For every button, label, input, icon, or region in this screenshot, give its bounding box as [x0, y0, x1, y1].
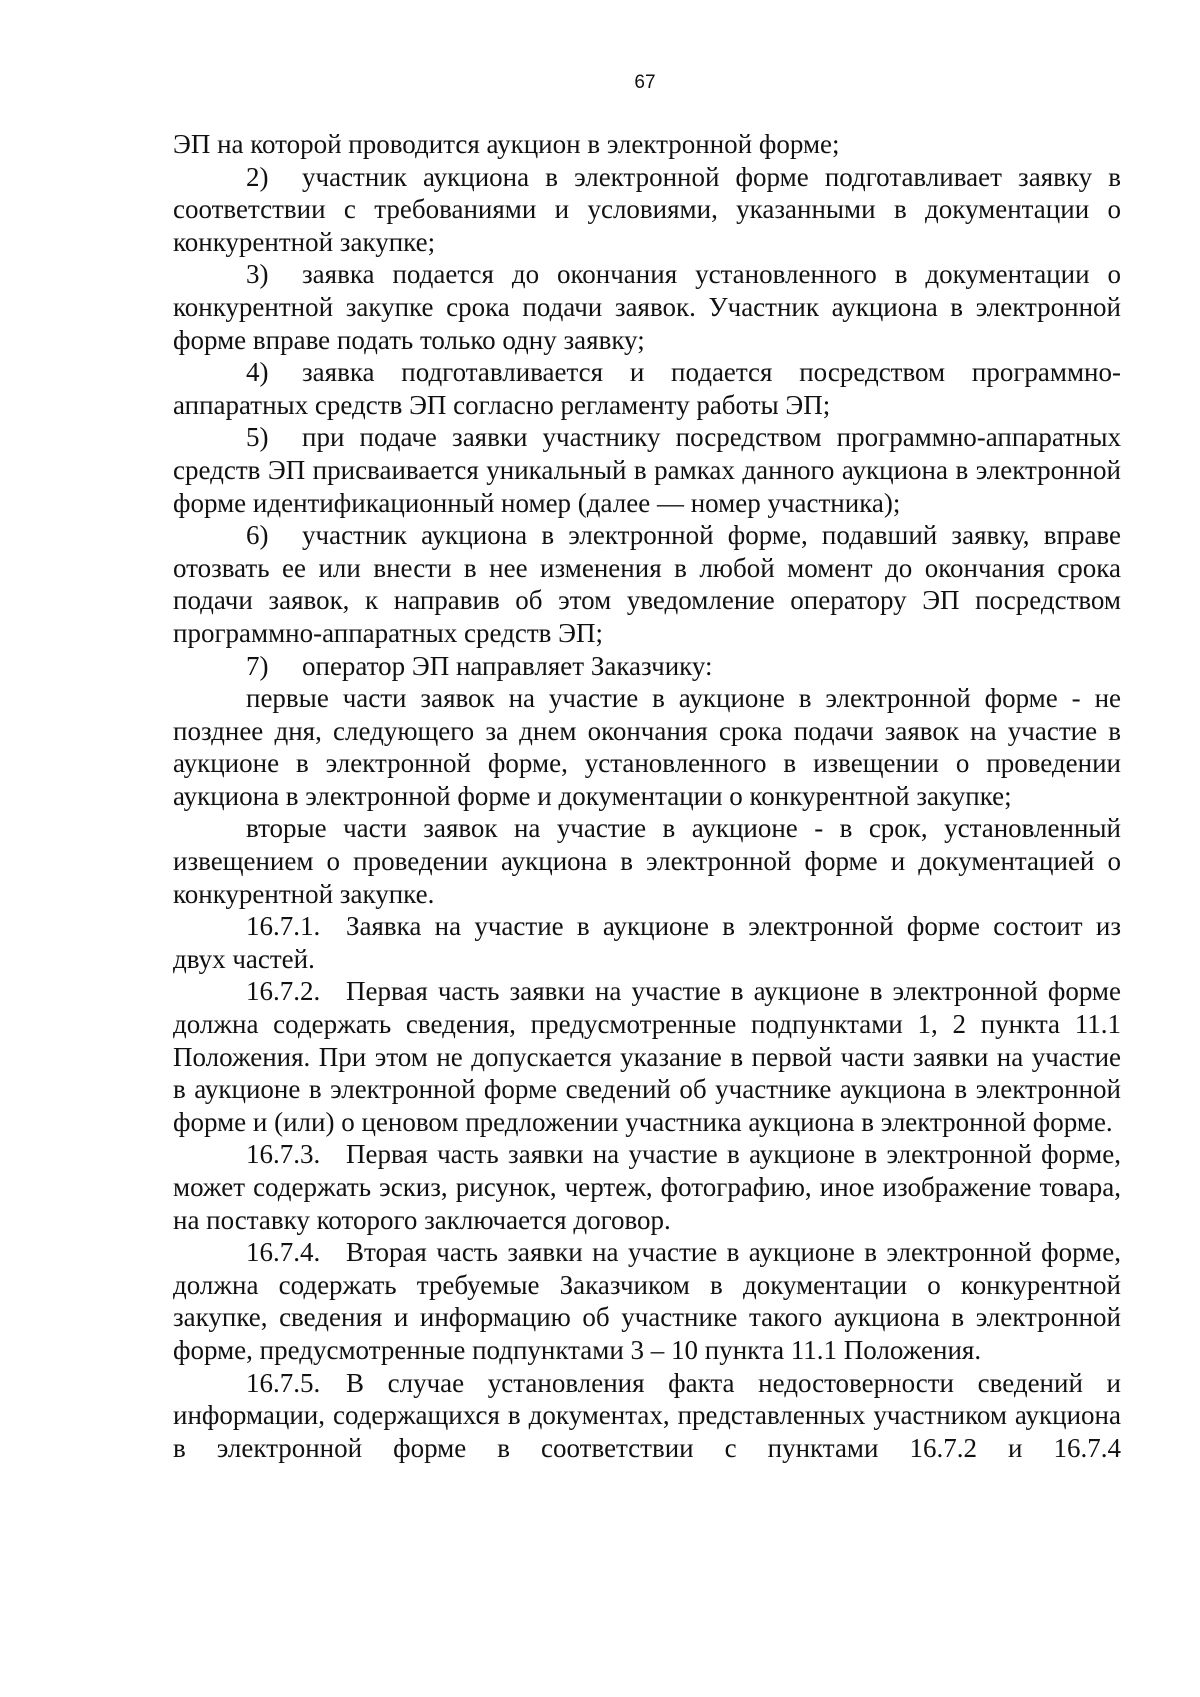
paragraph-text: ЭП на которой проводится аукцион в электронной форме;	[173, 129, 840, 159]
section-clause	[173, 1236, 1121, 1366]
list-item	[173, 258, 1121, 356]
clause-number: 16.7.2.	[246, 976, 321, 1007]
list-item	[173, 650, 1121, 683]
list-item-text: при подаче заявки участнику посредством программно-аппаратных средств ЭП присваивается уникальный в рамках данного аукциона в электронной форме идентификационный номер (далее — номер участника);	[173, 422, 1121, 518]
sub-paragraph	[173, 812, 1121, 910]
clause-number: 16.7.4.	[246, 1237, 321, 1268]
section-clause	[173, 1367, 1121, 1465]
list-item-number: 4)	[246, 357, 269, 388]
clause-text: Вторая часть заявки на участие в аукционе в электронной форме, должна содержать требуемые Заказчиком в документации о конкурентной закупке, сведения и информацию об участнике такого аукциона в электронной форме, предусмотренные подпунктами 3 – 10 пункта 11.1 Положения.	[173, 1237, 1121, 1365]
section-clause	[173, 975, 1121, 1138]
page-number: 67	[634, 72, 656, 93]
clause-text: Первая часть заявки на участие в аукционе в электронной форме должна содержать сведения, предусмотренные подпунктами 1, 2 пункта 11.1 Положения. При этом не допускается указание в первой части заявки на участие в аукционе в электронной форме сведений об участнике аукциона в электронной форме и (или) о ценовом предложении участника аукциона в электронной форме.	[173, 976, 1121, 1137]
paragraph-continuation	[173, 128, 1121, 161]
clause-text: Заявка на участие в аукционе в электронной форме состоит из двух частей.	[173, 911, 1121, 974]
document-body	[173, 128, 1121, 1464]
clause-text: В случае установления факта недостоверности сведений и информации, содержащихся в документах, представленных участником аукциона в электронной форме в соответствии с пунктами 16.7.2 и 16.7.4	[173, 1367, 1121, 1463]
list-item-number: 5)	[246, 422, 269, 453]
section-clause	[173, 910, 1121, 975]
list-item	[173, 421, 1121, 519]
list-item-number: 7)	[246, 650, 269, 681]
list-item	[173, 519, 1121, 649]
section-clause	[173, 1138, 1121, 1236]
list-item-text: участник аукциона в электронной форме подготавливает заявку в соответствии с требованиями и условиями, указанными в документации о конкурентной закупке;	[173, 161, 1121, 257]
clause-number: 16.7.1.	[246, 911, 321, 942]
sub-paragraph	[173, 682, 1121, 812]
list-item	[173, 356, 1121, 421]
list-item-number: 6)	[246, 520, 269, 551]
list-item	[173, 161, 1121, 259]
paragraph-text: вторые части заявок на участие в аукционе - в срок, установленный извещением о проведении аукциона в электронной форме и документацией о конкурентной закупке.	[173, 813, 1121, 909]
list-item-text: заявка подается до окончания установленного в документации о конкурентной закупке срока подачи заявок. Участник аукциона в электронной форме вправе подать только одну заявку;	[173, 259, 1121, 355]
clause-number: 16.7.3.	[246, 1139, 321, 1170]
clause-text: Первая часть заявки на участие в аукционе в электронной форме, может содержать эскиз, рисунок, чертеж, фотографию, иное изображение товара, на поставку которого заключается договор.	[173, 1139, 1121, 1235]
clause-number: 16.7.5.	[246, 1367, 321, 1398]
list-item-text: оператор ЭП направляет Заказчику:	[302, 650, 713, 681]
list-item-text: участник аукциона в электронной форме, подавший заявку, вправе отозвать ее или внести в нее изменения в любой момент до окончания срока подачи заявок, к направив об этом уведомление оператору ЭП посредством программно-аппаратных средств ЭП;	[173, 520, 1121, 648]
list-item-number: 2)	[246, 161, 269, 192]
list-item-number: 3)	[246, 259, 269, 290]
paragraph-text: первые части заявок на участие в аукционе в электронной форме - не позднее дня, следующего за днем окончания срока подачи заявок на участие в аукционе в электронной форме, установленного в извещении о проведении аукциона в электронной форме и документации о конкурентной закупке;	[173, 683, 1121, 811]
list-item-text: заявка подготавливается и подается посредством программно-аппаратных средств ЭП согласно регламенту работы ЭП;	[173, 357, 1121, 420]
